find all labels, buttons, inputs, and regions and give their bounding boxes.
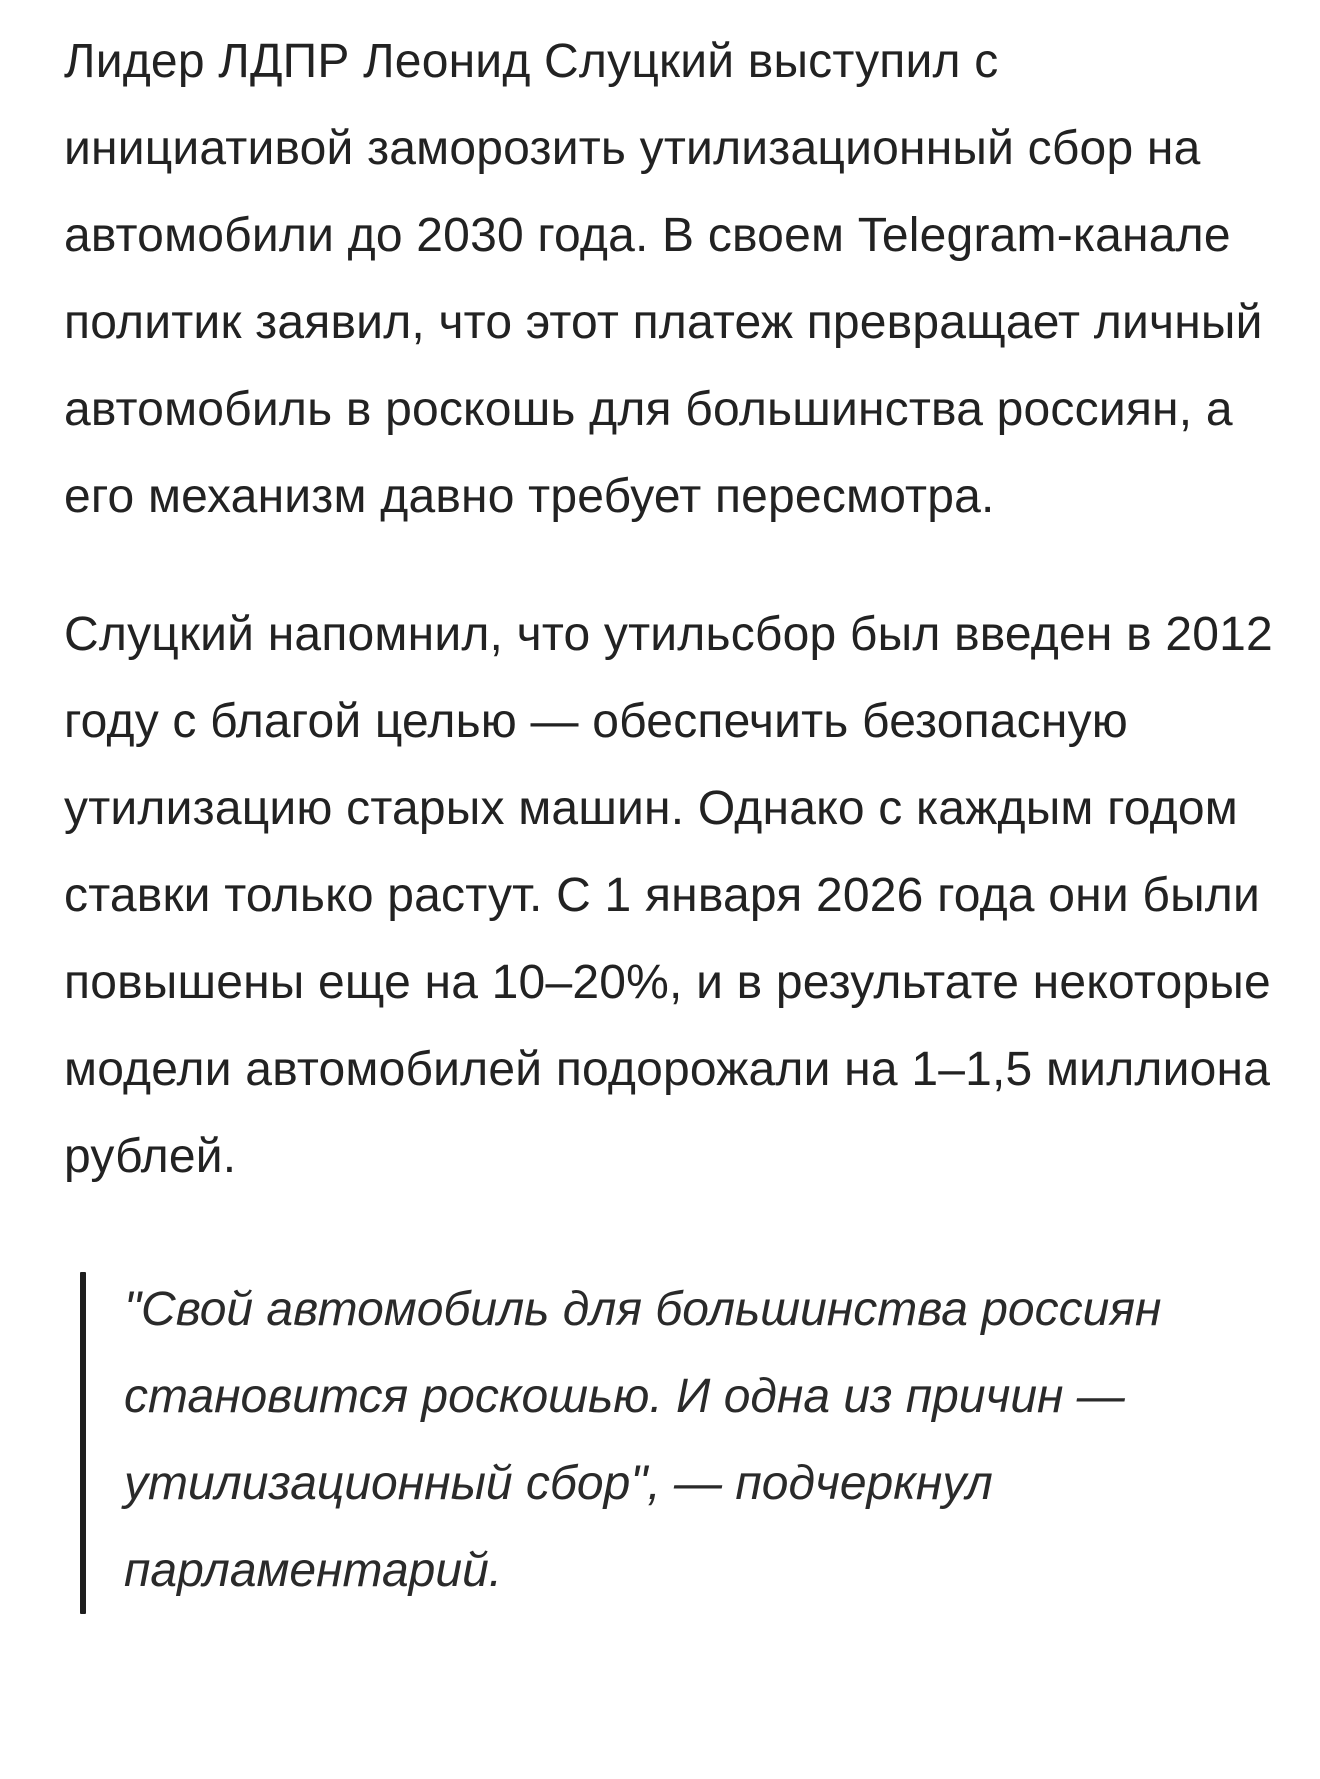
quote-text: "Свой автомобиль для большинства россиян становится роскошью. И одна из причин — утилизационный сбор", — подчеркнул парламентарий.	[124, 1283, 1162, 1597]
article-paragraph-1: Лидер ЛДПР Леонид Слуцкий выступил с инициативой заморозить утилизационный сбор на автомобили до 2030 года. В своем Telegram-канале политик заявил, что этот платеж превращает личный автомобиль в роскошь для большинства россиян, а его механизм давно требует пересмотра.	[64, 35, 1263, 523]
blockquote	[64, 1266, 1274, 1614]
quote-bar	[80, 1272, 86, 1614]
paragraph-spacer	[64, 540, 1274, 591]
article-paragraph-2: Слуцкий напомнил, что утильсбор был введен в 2012 году с благой целью — обеспечить безопасную утилизацию старых машин. Однако с каждым годом ставки только растут. С 1 января 2026 года они были повышены еще на 10–20%, и в результате некоторые модели автомобилей подорожали на 1–1,5 миллиона рублей.	[64, 608, 1273, 1183]
article-body	[64, 18, 1274, 1614]
